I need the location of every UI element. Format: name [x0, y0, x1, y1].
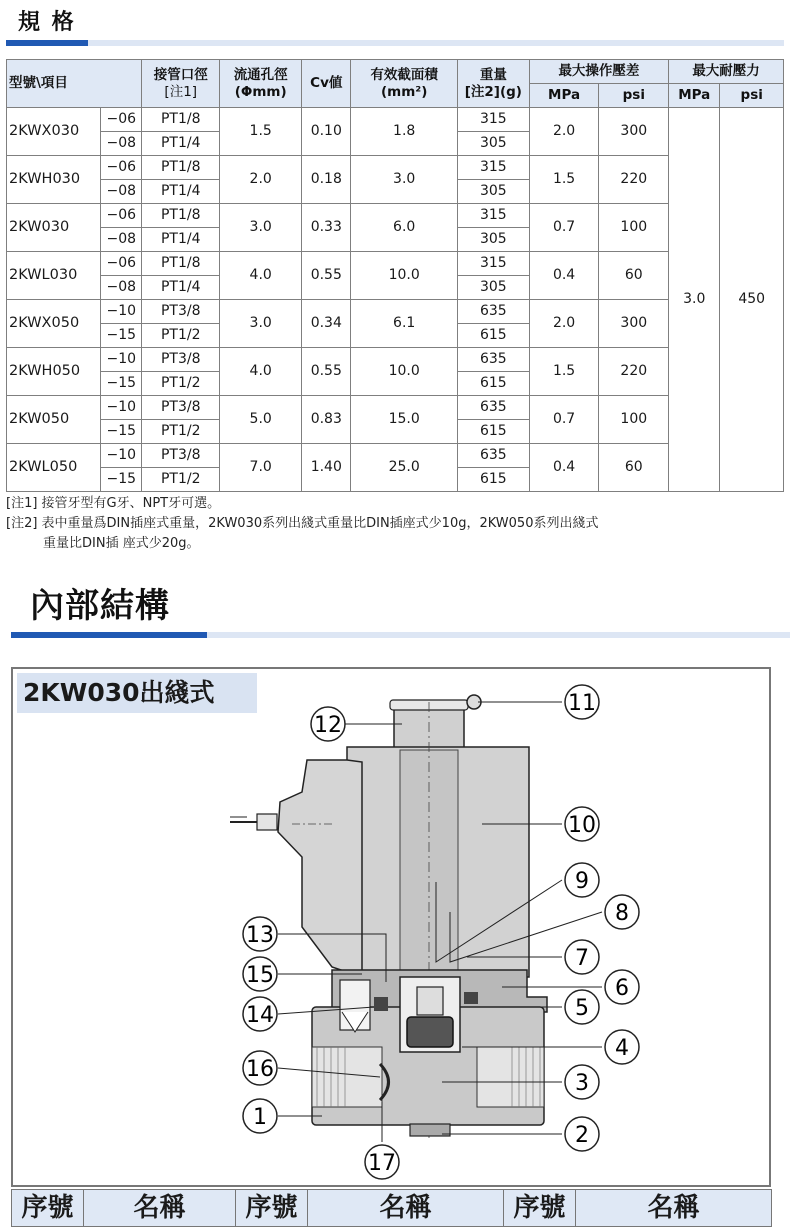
svg-text:10: 10	[568, 813, 596, 838]
port-size-cell: PT1/4	[142, 180, 220, 204]
svg-text:8: 8	[615, 901, 629, 926]
callout-8	[605, 895, 639, 929]
table-row	[7, 300, 784, 324]
callout-9	[565, 863, 599, 897]
weight-cell: 305	[457, 276, 529, 300]
svg-text:15: 15	[246, 963, 274, 988]
variant-code-cell: −10	[101, 444, 142, 468]
weight-cell: 635	[457, 444, 529, 468]
header-op-psi: psi	[599, 84, 669, 108]
weight-cell: 305	[457, 180, 529, 204]
table-row	[7, 108, 784, 132]
callout-12	[311, 707, 345, 741]
model-name-cell: 2KWX050	[7, 300, 101, 348]
svg-text:17: 17	[368, 1151, 396, 1176]
area-cell: 6.0	[351, 204, 458, 252]
weight-cell: 315	[457, 252, 529, 276]
orifice-cell: 2.0	[220, 156, 302, 204]
port-size-cell: PT1/8	[142, 108, 220, 132]
area-cell: 10.0	[351, 252, 458, 300]
callout-16	[243, 1051, 277, 1085]
area-cell: 25.0	[351, 444, 458, 492]
diagram-label: 2KW030出綫式	[17, 673, 257, 713]
header-op-mpa: MPa	[529, 84, 599, 108]
port-size-cell: PT1/8	[142, 204, 220, 228]
callout-10	[565, 807, 599, 841]
model-name-cell: 2KWX030	[7, 108, 101, 156]
area-cell: 10.0	[351, 348, 458, 396]
variant-code-cell: −06	[101, 156, 142, 180]
model-name-cell: 2KWL030	[7, 252, 101, 300]
port-size-cell: PT1/2	[142, 372, 220, 396]
variant-code-cell: −08	[101, 180, 142, 204]
port-size-cell: PT1/2	[142, 468, 220, 492]
cv-cell: 0.34	[302, 300, 351, 348]
op-psi-cell: 300	[599, 108, 669, 156]
cv-cell: 0.10	[302, 108, 351, 156]
port-size-cell: PT3/8	[142, 300, 220, 324]
op-psi-cell: 100	[599, 396, 669, 444]
area-cell: 1.8	[351, 108, 458, 156]
area-cell: 15.0	[351, 396, 458, 444]
area-cell: 3.0	[351, 156, 458, 204]
table-row	[7, 396, 784, 420]
orifice-cell: 4.0	[220, 348, 302, 396]
callout-3	[565, 1065, 599, 1099]
header-cv: Cv値	[302, 60, 351, 108]
parts-header-name-3: 名稱	[576, 1190, 772, 1227]
port-size-cell: PT1/2	[142, 324, 220, 348]
cv-cell: 0.83	[302, 396, 351, 444]
model-name-cell: 2KWL050	[7, 444, 101, 492]
svg-text:12: 12	[314, 713, 342, 738]
op-mpa-cell: 2.0	[529, 300, 599, 348]
callout-5	[565, 990, 599, 1024]
op-mpa-cell: 2.0	[529, 108, 599, 156]
weight-cell: 615	[457, 468, 529, 492]
orifice-cell: 7.0	[220, 444, 302, 492]
spec-notes	[6, 494, 598, 554]
op-psi-cell: 60	[599, 252, 669, 300]
op-psi-cell: 220	[599, 156, 669, 204]
orifice-cell: 4.0	[220, 252, 302, 300]
valve-cross-section-diagram	[13, 669, 769, 1185]
svg-text:13: 13	[246, 923, 274, 948]
header-orifice: 流通孔徑 (Φmm)	[220, 60, 302, 108]
area-cell: 6.1	[351, 300, 458, 348]
svg-text:9: 9	[575, 869, 589, 894]
weight-cell: 615	[457, 372, 529, 396]
header-effective-area: 有效截面積 (mm²)	[351, 60, 458, 108]
svg-text:14: 14	[246, 1003, 274, 1028]
weight-cell: 315	[457, 156, 529, 180]
diagram-frame	[11, 667, 771, 1187]
weight-cell: 615	[457, 420, 529, 444]
callout-1	[243, 1099, 277, 1133]
callout-2	[565, 1117, 599, 1151]
svg-text:3: 3	[575, 1071, 589, 1096]
note-1: [注1] 接管牙型有G牙、NPT牙可選。	[6, 496, 221, 511]
variant-code-cell: −08	[101, 276, 142, 300]
port-size-cell: PT3/8	[142, 444, 220, 468]
port-size-cell: PT1/2	[142, 420, 220, 444]
table-row	[7, 204, 784, 228]
port-size-cell: PT1/8	[142, 156, 220, 180]
parts-header-no-1: 序號	[12, 1190, 84, 1227]
internal-structure-title: 內部結構	[30, 586, 170, 626]
svg-text:6: 6	[615, 976, 629, 1001]
spec-title-bar	[6, 40, 784, 46]
table-row	[7, 348, 784, 372]
orifice-cell: 3.0	[220, 204, 302, 252]
weight-cell: 305	[457, 132, 529, 156]
variant-code-cell: −15	[101, 468, 142, 492]
svg-text:4: 4	[615, 1036, 629, 1061]
port-size-cell: PT3/8	[142, 396, 220, 420]
variant-code-cell: −15	[101, 324, 142, 348]
svg-text:7: 7	[575, 946, 589, 971]
header-max-op-pressure: 最大操作壓差	[529, 60, 668, 84]
port-size-cell: PT1/8	[142, 252, 220, 276]
header-proof-psi: psi	[720, 84, 784, 108]
spec-section-title: 規 格	[18, 10, 76, 35]
callout-17	[365, 1145, 399, 1179]
parts-header-no-2: 序號	[236, 1190, 308, 1227]
spec-table	[6, 59, 784, 492]
cv-cell: 1.40	[302, 444, 351, 492]
svg-text:1: 1	[253, 1105, 267, 1130]
parts-list-header	[11, 1189, 772, 1227]
callout-4	[605, 1030, 639, 1064]
op-mpa-cell: 0.7	[529, 204, 599, 252]
parts-header-name-2: 名稱	[308, 1190, 504, 1227]
header-proof-mpa: MPa	[669, 84, 720, 108]
port-size-cell: PT3/8	[142, 348, 220, 372]
cv-cell: 0.55	[302, 252, 351, 300]
port-size-cell: PT1/4	[142, 276, 220, 300]
variant-code-cell: −10	[101, 348, 142, 372]
op-mpa-cell: 0.4	[529, 444, 599, 492]
parts-header-no-3: 序號	[504, 1190, 576, 1227]
op-psi-cell: 220	[599, 348, 669, 396]
orifice-cell: 5.0	[220, 396, 302, 444]
model-name-cell: 2KWH030	[7, 156, 101, 204]
cv-cell: 0.55	[302, 348, 351, 396]
cv-cell: 0.33	[302, 204, 351, 252]
parts-header-name-1: 名稱	[84, 1190, 236, 1227]
weight-cell: 315	[457, 108, 529, 132]
orifice-cell: 1.5	[220, 108, 302, 156]
header-port-size: 接管口徑 [注1]	[142, 60, 220, 108]
op-psi-cell: 60	[599, 444, 669, 492]
callout-11	[565, 685, 599, 719]
op-mpa-cell: 0.7	[529, 396, 599, 444]
port-size-cell: PT1/4	[142, 132, 220, 156]
op-mpa-cell: 0.4	[529, 252, 599, 300]
proof-mpa-cell: 3.0	[669, 108, 720, 492]
header-max-proof-pressure: 最大耐壓力	[669, 60, 784, 84]
weight-cell: 635	[457, 396, 529, 420]
note-2-cont: 重量比DIN插 座式少20g。	[43, 536, 200, 551]
callout-13	[243, 917, 277, 951]
proof-psi-cell: 450	[720, 108, 784, 492]
variant-code-cell: −15	[101, 372, 142, 396]
model-name-cell: 2KWH050	[7, 348, 101, 396]
variant-code-cell: −10	[101, 300, 142, 324]
variant-code-cell: −15	[101, 420, 142, 444]
port-size-cell: PT1/4	[142, 228, 220, 252]
model-name-cell: 2KW050	[7, 396, 101, 444]
header-weight: 重量 [注2](g)	[457, 60, 529, 108]
callout-6	[605, 970, 639, 1004]
variant-code-cell: −06	[101, 108, 142, 132]
orifice-cell: 3.0	[220, 300, 302, 348]
weight-cell: 635	[457, 300, 529, 324]
variant-code-cell: −10	[101, 396, 142, 420]
table-row	[7, 252, 784, 276]
variant-code-cell: −08	[101, 132, 142, 156]
table-row	[7, 444, 784, 468]
op-psi-cell: 300	[599, 300, 669, 348]
svg-text:2: 2	[575, 1123, 589, 1148]
internal-title-bar	[11, 632, 790, 638]
weight-cell: 305	[457, 228, 529, 252]
table-row	[7, 156, 784, 180]
model-name-cell: 2KW030	[7, 204, 101, 252]
callout-7	[565, 940, 599, 974]
callout-14	[243, 997, 277, 1031]
svg-text:11: 11	[568, 691, 596, 716]
svg-text:5: 5	[575, 996, 589, 1021]
op-mpa-cell: 1.5	[529, 156, 599, 204]
variant-code-cell: −08	[101, 228, 142, 252]
weight-cell: 315	[457, 204, 529, 228]
note-2: [注2] 表中重量爲DIN插座式重量，2KW030系列出綫式重量比DIN插座式少10g，2KW050系列出綫式	[6, 516, 599, 531]
variant-code-cell: −06	[101, 252, 142, 276]
svg-text:16: 16	[246, 1057, 274, 1082]
header-model-item: 型號\項目	[7, 60, 142, 108]
callout-15	[243, 957, 277, 991]
op-mpa-cell: 1.5	[529, 348, 599, 396]
weight-cell: 635	[457, 348, 529, 372]
op-psi-cell: 100	[599, 204, 669, 252]
variant-code-cell: −06	[101, 204, 142, 228]
weight-cell: 615	[457, 324, 529, 348]
cv-cell: 0.18	[302, 156, 351, 204]
